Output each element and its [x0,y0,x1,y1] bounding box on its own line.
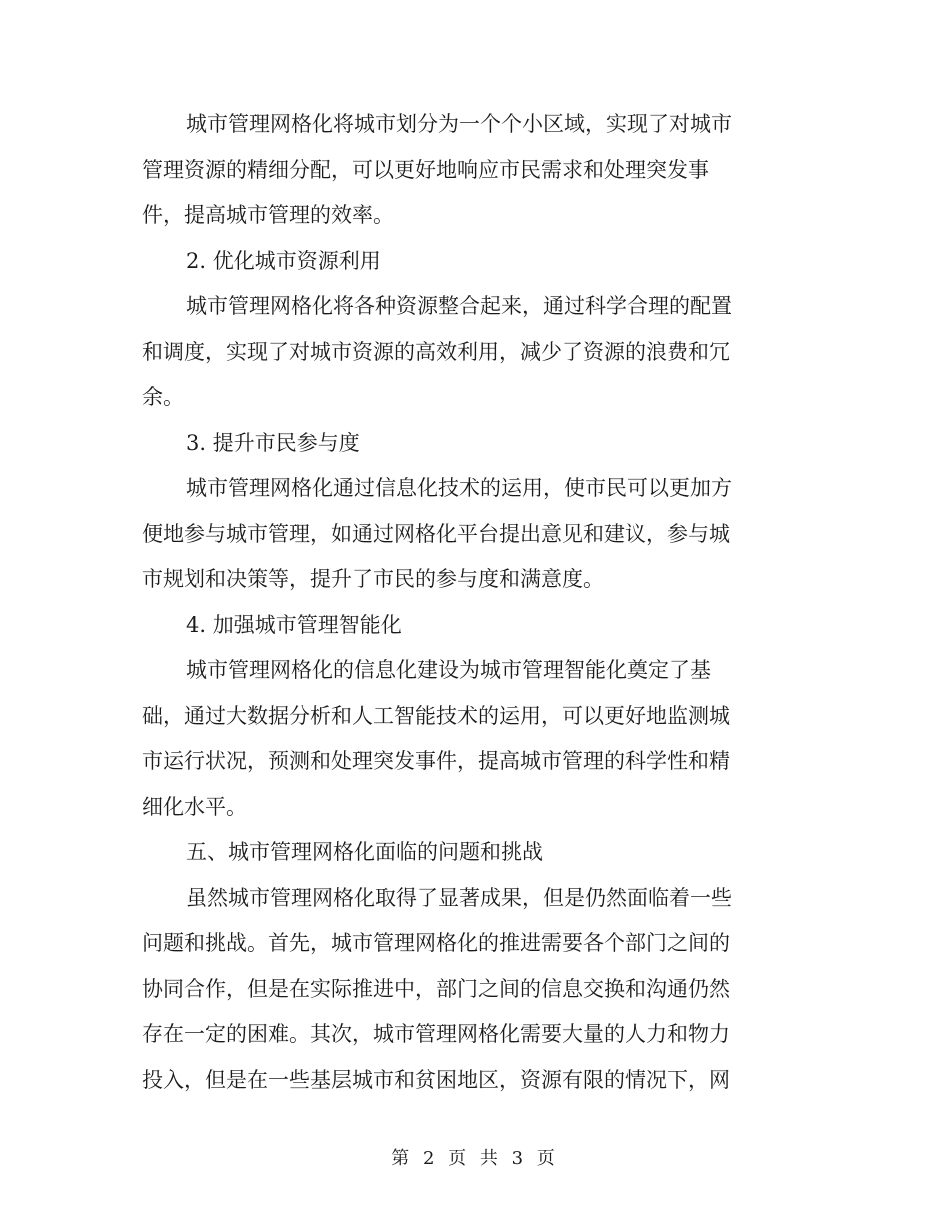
text-line: 存在一定的困难。其次，城市管理网格化需要大量的人力和物力 [142,1022,730,1046]
text-line: 城市管理网格化将各种资源整合起来，通过科学合理的配置 [186,294,732,318]
text-line: 五、城市管理网格化面临的问题和挑战 [186,840,543,864]
text-line: 4. 加强城市管理智能化 [186,612,402,637]
text-line: 虽然城市管理网格化取得了显著成果，但是仍然面临着一些 [186,885,732,910]
text-line: 余。 [142,385,184,409]
text-line: 城市管理网格化的信息化建设为城市管理智能化奠定了基 [186,658,711,682]
document-body [142,102,810,1103]
text-line: 市规划和决策等，提升了市民的参与度和满意度。 [142,567,604,591]
text-line: 管理资源的精细分配，可以更好地响应市民需求和处理突发事 [142,157,709,182]
text-line: 问题和挑战。首先，城市管理网格化的推进需要各个部门之间的 [142,931,730,955]
text-line: 城市管理网格化通过信息化技术的运用，使市民可以更加方 [186,476,732,500]
text-line: 件，提高城市管理的效率。 [142,203,394,227]
text-line: 城市管理网格化将城市划分为一个个小区域，实现了对城市 [186,112,732,136]
text-line: 便地参与城市管理，如通过网格化平台提出意见和建议，参与城 [142,521,730,546]
text-line: 协同合作，但是在实际推进中，部门之间的信息交换和沟通仍然 [142,976,730,1001]
page-footer: 第 2 页 共 3 页 [391,1148,559,1169]
text-line: 础，通过大数据分析和人工智能技术的运用，可以更好地监测城 [142,703,730,728]
text-line: 市运行状况，预测和处理突发事件，提高城市管理的科学性和精 [142,749,730,773]
text-line: 2. 优化城市资源利用 [186,248,381,273]
text-line: 和调度，实现了对城市资源的高效利用，减少了资源的浪费和冗 [142,339,730,364]
text-line: 3. 提升市民参与度 [186,430,360,455]
text-line: 投入，但是在一些基层城市和贫困地区，资源有限的情况下，网 [142,1067,730,1092]
text-line: 细化水平。 [142,794,247,819]
